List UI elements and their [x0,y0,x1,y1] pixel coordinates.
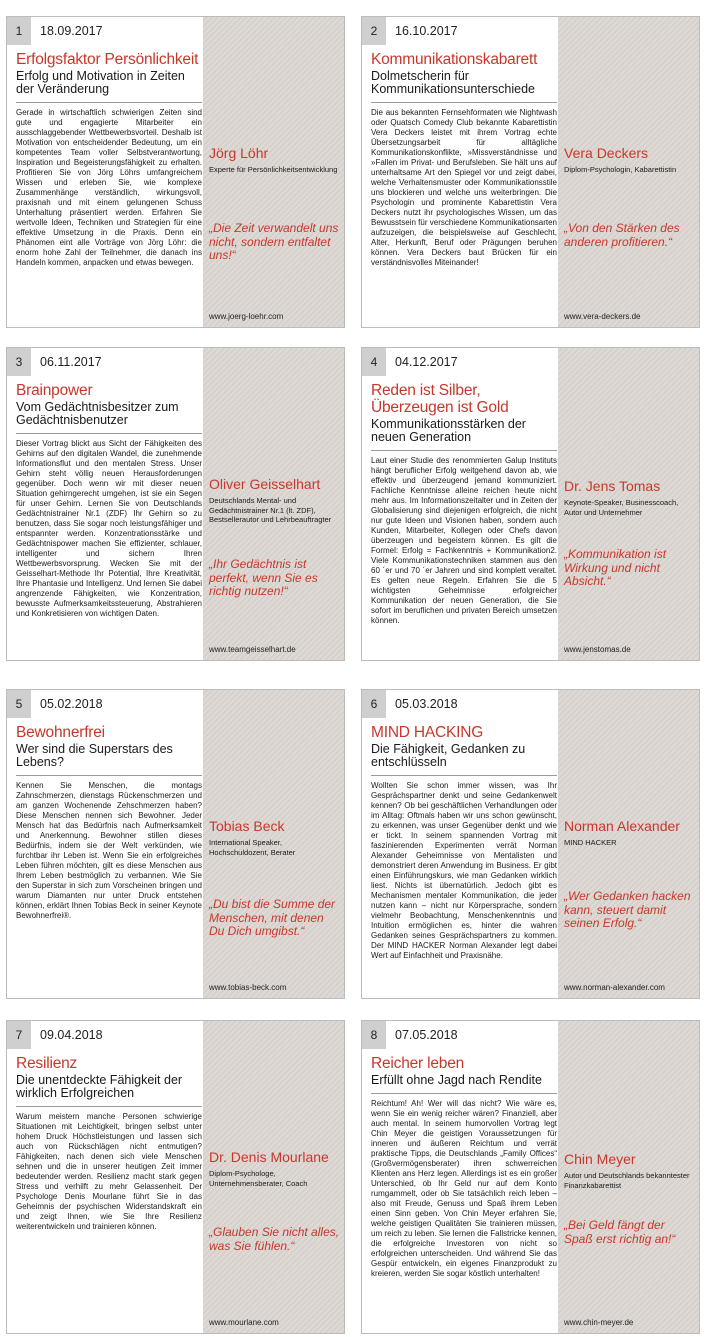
speaker-quote: „Von den Stärken des anderen profitieren.“ [564,221,680,249]
event-topic: Reden ist Silber, Überzeugen ist Gold [371,382,509,416]
event-subtitle: Kommunikationsstärken der neuen Generation [371,417,526,444]
event-date: 07.05.2018 [395,1028,458,1042]
event-description: Warum meistern manche Personen schwierige Situationen mit Leichtigkeit, bringen selbst unter hohem Druck Höchstleistungen und lassen sich auch von Rückschlägen nicht entmutigen? Fähigkeiten, nach denen sich viele Menschen sehnen und die in unserer heutigen Zeit immer bedeutender werden. Resilienz macht stark gegen Stress und verhilft zu mehr Gelassenheit. Der Psychologe Denis Mourlane führt Sie in das Geheimnis der psychischen Widerstandskraft ein und zeigt Ihnen, wie Sie Ihre Resilienz weiterentwickeln und trainieren können. [16,1112,202,1231]
event-card [361,16,700,328]
event-main [16,51,202,268]
speaker-quote: „Glauben Sie nicht alles, was Sie fühlen.“ [209,1225,340,1253]
divider [371,775,557,776]
event-card [6,16,345,328]
speaker-name: Oliver Geisselhart [209,476,321,492]
speaker-panel [203,348,344,660]
speaker-website[interactable]: www.chin-meyer.de [564,1318,634,1327]
speaker-panel [203,17,344,327]
speaker-quote: „Du bist die Summe der Menschen, mit denen Du Dich umgibst.“ [209,897,336,938]
event-card [6,689,345,999]
speaker-quote: „Bei Geld fängt der Spaß erst richtig an!“ [564,1218,676,1246]
speaker-role: International Speaker, Hochschuldozent, Berater [209,838,296,857]
event-date: 09.04.2018 [40,1028,103,1042]
event-description: Gerade in wirtschaftlich schwierigen Zeiten sind gute und engagierte Mitarbeiter ein ausschlaggebender Wettbewerbsvorteil. Deshalb ist Motivation von entscheidender Bedeutung, um ein kompetentes Team voller Selbstverantwortung, Inspiration und Begeisterungsfähigkeit zu erhalten. Profitieren Sie von Jörg Löhrs umfangreichem Wissen und erleben Sie, wie komplexe Zusammenhänge verständlich, wirkungsvoll, praxisnah und mit einem gelungenen Schuss Unterhaltung präsentiert werden. Erfahren Sie wertvolle Ideen, Techniken und Strategien für eine effektive Umsetzung in die Praxis. Denn ein Phänomen eint alle Vorträge von Jörg Löhr: die enorm hohe Zahl der Teilnehmer, die danach ins Handeln kommen, anpacken und etwas bewegen. [16,108,202,267]
divider [16,1106,202,1107]
event-date: 05.03.2018 [395,697,458,711]
event-subtitle: Die Fähigkeit, Gedanken zu entschlüsseln [371,742,526,769]
divider [16,775,202,776]
divider [16,433,202,434]
speaker-website[interactable]: www.tobias-beck.com [209,983,287,992]
speaker-role: Diplom-Psychologin, Kabarettistin [564,165,677,174]
event-date: 06.11.2017 [40,355,102,369]
speaker-role: Deutschlands Mental- und Gedächtnistrainer Nr.1 (lt. ZDF), Bestsellerautor und Lehrbeauftragter [209,496,332,524]
event-main [371,51,557,268]
speaker-website[interactable]: www.vera-deckers.de [564,312,641,321]
event-date: 05.02.2018 [40,697,103,711]
event-topic: Erfolgsfaktor Persönlichkeit [16,51,199,68]
speaker-quote: „Wer Gedanken hacken kann, steuert damit seinen Erfolg.“ [564,889,691,930]
speaker-panel [558,1021,699,1333]
speaker-name: Dr. Denis Mourlane [209,1149,329,1165]
event-number: 1 [7,17,31,45]
divider [16,102,202,103]
speaker-quote: „Die Zeit verwandelt uns nicht, sondern entfaltet uns!“ [209,221,339,262]
speaker-panel [558,17,699,327]
speaker-website[interactable]: www.norman-alexander.com [564,983,665,992]
speaker-panel [558,348,699,660]
speaker-name: Tobias Beck [209,818,285,834]
event-number: 7 [7,1021,31,1049]
speaker-panel [558,690,699,998]
speaker-role: MIND HACKER [564,838,617,847]
speaker-quote: „Kommunikation ist Wirkung und nicht Absicht.“ [564,547,667,588]
event-subtitle: Erfüllt ohne Jagd nach Rendite [371,1073,542,1087]
event-description: Laut einer Studie des renommierten Galup Instituts hängt beruflicher Erfolg weitgehend davon ab, wie effektiv und überzeugend jemand kommuniziert. Fachliche Kenntnisse alleine reichen heute nicht mehr aus. Im Informationszeitalter und in Zeiten der Globalisierung sind diejenigen erfolgreich, die nicht nur gute Ideen und Visionen haben, sondern auch Kunden, Mitarbeiter, Kollegen oder Chefs davon überzeugen und begeistern können. Es gilt die Formel: Erfolg = Fachkenntnis + Kommunikation2. Viele Kommunikationstechniken stammen aus den 60 ´er und 70 ´er Jahren und sind komplett veraltet. Es gelten neue Regeln. Erfahren Sie die 5 wichtigsten Geheimnisse erfolgreicher Kommunikation der neuen Generation, die Sie sofort im beruflichen und privaten Bereich umsetzen können. [371,456,557,625]
speaker-website[interactable]: www.joerg-loehr.com [209,312,284,321]
event-number: 3 [7,348,31,376]
event-topic: Kommunikationskabarett [371,51,538,68]
event-date: 04.12.2017 [395,355,458,369]
event-description: Reichtum! Ah! Wer will das nicht? Wie wäre es, wenn Sie ein wenig reicher wären? Finanziell, aber auch mental. In seinem humorvollen Vortrag legt Chin Meyer die geistigen Voraussetzungen für inneren und äußeren Reichtum und verrät praktische Tipps, die Deutschlands „Family Offices“ (Großvermögensberater) ihren schwerreichen Klienten ans Herz legen. Allerdings ist es ein großer Unterschied, ob Ihr Geld nur auf dem Konto rumgammelt, oder ob Sie tatsächlich reich leben – also mit Freude, Genuss und Spaß ihrem Leben einen Sinn geben. Von Chin Meyer erfahren Sie, welche geistigen Qualitäten Sie trainieren müssen, um reich zu leben. Sie lernen die Fallstricke kennen, die erfolgreiche Investoren von nicht so erfolgreichen unterscheiden. Und während Sie das Gespür entwickeln, ein eigenes Finanzprodukt zu kreieren, werden Sie sogar köstlich unterhalten! [371,1099,557,1278]
event-card [361,1020,700,1334]
event-main [16,382,202,619]
event-number: 5 [7,690,31,718]
event-card [6,1020,345,1334]
event-number: 4 [362,348,386,376]
speaker-name: Vera Deckers [564,145,649,161]
event-main [371,382,557,626]
event-description: Wollten Sie schon immer wissen, was Ihr Gesprächspartner denkt und seine Gedankenwelt kennen? Ob bei geschäftlichen Verhandlungen oder im Alltag: Oftmals haben wir uns schon gewünscht, zu erkennen, was unser Gegenüber denkt und wie er tickt. In seinem spannenden Vortrag mit faszinierenden Experimenten verrät Norman Alexander Geheimnisse von Mentalisten und demonstriert deren Anwendung im Business. Er gibt einen Einführungskurs, wie man Gedanken wirklich liest. Nichts ist übernatürlich. Jedoch gibt es Mechanismen mentaler Kommunikation, die jeder nutzen kann – nicht nur Körpersprache, sondern vielmehr Beobachtung, Menschenkenntnis und Intuition ermöglichen es, hinter die wahren Gedanken seines Gesprächspartners zu kommen. Der MIND HACKER Norman Alexander legt dabei Wert auf Einfachheit und Praxisnähe. [371,781,557,960]
event-number: 8 [362,1021,386,1049]
event-main [371,1055,557,1279]
divider [371,102,557,103]
event-subtitle: Dolmetscherin für Kommunikationsunterschiede [371,69,535,96]
event-card [6,347,345,661]
event-card [361,347,700,661]
divider [371,1093,557,1094]
event-topic: Brainpower [16,382,93,399]
speaker-quote: „Ihr Gedächtnis ist perfekt, wenn Sie es richtig nutzen!“ [209,557,318,598]
event-description: Die aus bekannten Fernsehformaten wie Nightwash oder Quatsch Comedy Club bekannte Kabarettistin Vera Deckers leistet mit ihrem Vortrag echte Übersetzungsarbeit für alltägliche Kommunikationskonflikte, »Missverständnisse und »Fallen im Privat- und Berufsleben. Sie hält uns auf unterhaltsame Art den Spiegel vor und zeigt dabei, welche Verhaltensmuster oder Kommunikationsstile uns blockieren und welche uns weiterbringen. Die Psychologin und prominente Kabarettistin Vera Deckers nutzt ihr psychologisches Wissen, um das Bewusstsein für verschiedene Kommunikationsarten aufzuzeigen, die beispielsweise auf Geschlecht, Alter, Herkunft, Beruf oder Prägungen beruhen können. Vera Deckers baut Brücken für ein verständnisvolles Miteinander! [371,108,557,267]
speaker-role: Keynote-Speaker, Businesscoach, Autor und Unternehmer [564,498,679,517]
event-description: Kennen Sie Menschen, die montags Zahnschmerzen, dienstags Rückenschmerzen und am ganzen Wochenende Zehschmerzen haben? Diese Menschen nennen sich Bewohner. Jeder Mensch hat das Bedürfnis nach Aufmerksamkeit und Anerkennung. Bewohner stillen dieses Bedürfnis, indem sie der Welt verkünden, wie furchtbar ihr Leben ist. Wenn Sie ein erfolgreiches Leben führen möchten, gilt es diese Menschen aus Ihrem Leben bestmöglich zu verbannen. Wie Sie den Superstar in sich zum Vorscheinen bringen und warum Diamanten nur unter Druck entstehen können, erklärt Ihnen Tobias Beck in seiner Keynote Bewohnerfrei®. [16,781,202,920]
speaker-panel [203,1021,344,1333]
event-description: Dieser Vortrag blickt aus Sicht der Fähigkeiten des Gehirns auf den digitalen Wandel, die zunehmende Informationsflut und den mentalen Stress. Unser Gehirn steht völlig neuen Herausforderungen gegenüber. Doch wenn wir mit dieser neuen Situation gehirngerecht umgehen, ist sie ein Segen für unser Gehirn. Lernen Sie von Deutschlands Gedächtnistrainer Nr.1 (ZDF) Ihr Gehirn so zu benutzen, dass Sie sogar noch leistungsfähiger und entspannter werden. Konzentrationsstärke und Gedächtnispower machen Sie effizienter, schlauer, intelligenter und sichern Ihren Wettbewerbsvorsprung. Wecken Sie mit der Geisselhart-Methode Ihr Potential, Ihre Kreativität, Ihre Phantasie und Intelligenz. Und lernen Sie dabei angrenzende Fähigkeiten, wie Konzentration, bewusste Aufmerksamkeitssteuerung, Abstrahieren und Konkretisieren von wichtigen Daten. [16,439,202,618]
event-main [16,1055,202,1232]
event-topic: Reicher leben [371,1055,465,1072]
event-topic: MIND HACKING [371,724,484,741]
event-date: 16.10.2017 [395,24,458,38]
event-number: 2 [362,17,386,45]
event-subtitle: Erfolg und Motivation in Zeiten der Veränderung [16,69,185,96]
event-subtitle: Vom Gedächtnisbesitzer zum Gedächtnisbenutzer [16,400,179,427]
event-main [16,724,202,921]
speaker-role: Experte für Persönlichkeitsentwicklung [209,165,338,174]
speaker-name: Chin Meyer [564,1151,636,1167]
event-main [371,724,557,961]
speaker-name: Dr. Jens Tomas [564,478,661,494]
speaker-role: Autor und Deutschlands bekanntester Finanzkabarettist [564,1171,690,1190]
event-date: 18.09.2017 [40,24,103,38]
speaker-name: Norman Alexander [564,818,680,834]
speaker-website[interactable]: www.teamgeisselhart.de [209,645,296,654]
event-topic: Resilienz [16,1055,78,1072]
speaker-role: Diplom-Psychologe, Unternehmensberater, Coach [209,1169,308,1188]
event-subtitle: Die unentdeckte Fähigkeit der wirklich Erfolgreichen [16,1073,183,1100]
divider [371,450,557,451]
speaker-panel [203,690,344,998]
speaker-website[interactable]: www.jenstomas.de [564,645,631,654]
event-topic: Bewohnerfrei [16,724,105,741]
speaker-website[interactable]: www.mourlane.com [209,1318,279,1327]
speaker-name: Jörg Löhr [209,145,269,161]
event-subtitle: Wer sind die Superstars des Lebens? [16,742,173,769]
event-card [361,689,700,999]
event-number: 6 [362,690,386,718]
